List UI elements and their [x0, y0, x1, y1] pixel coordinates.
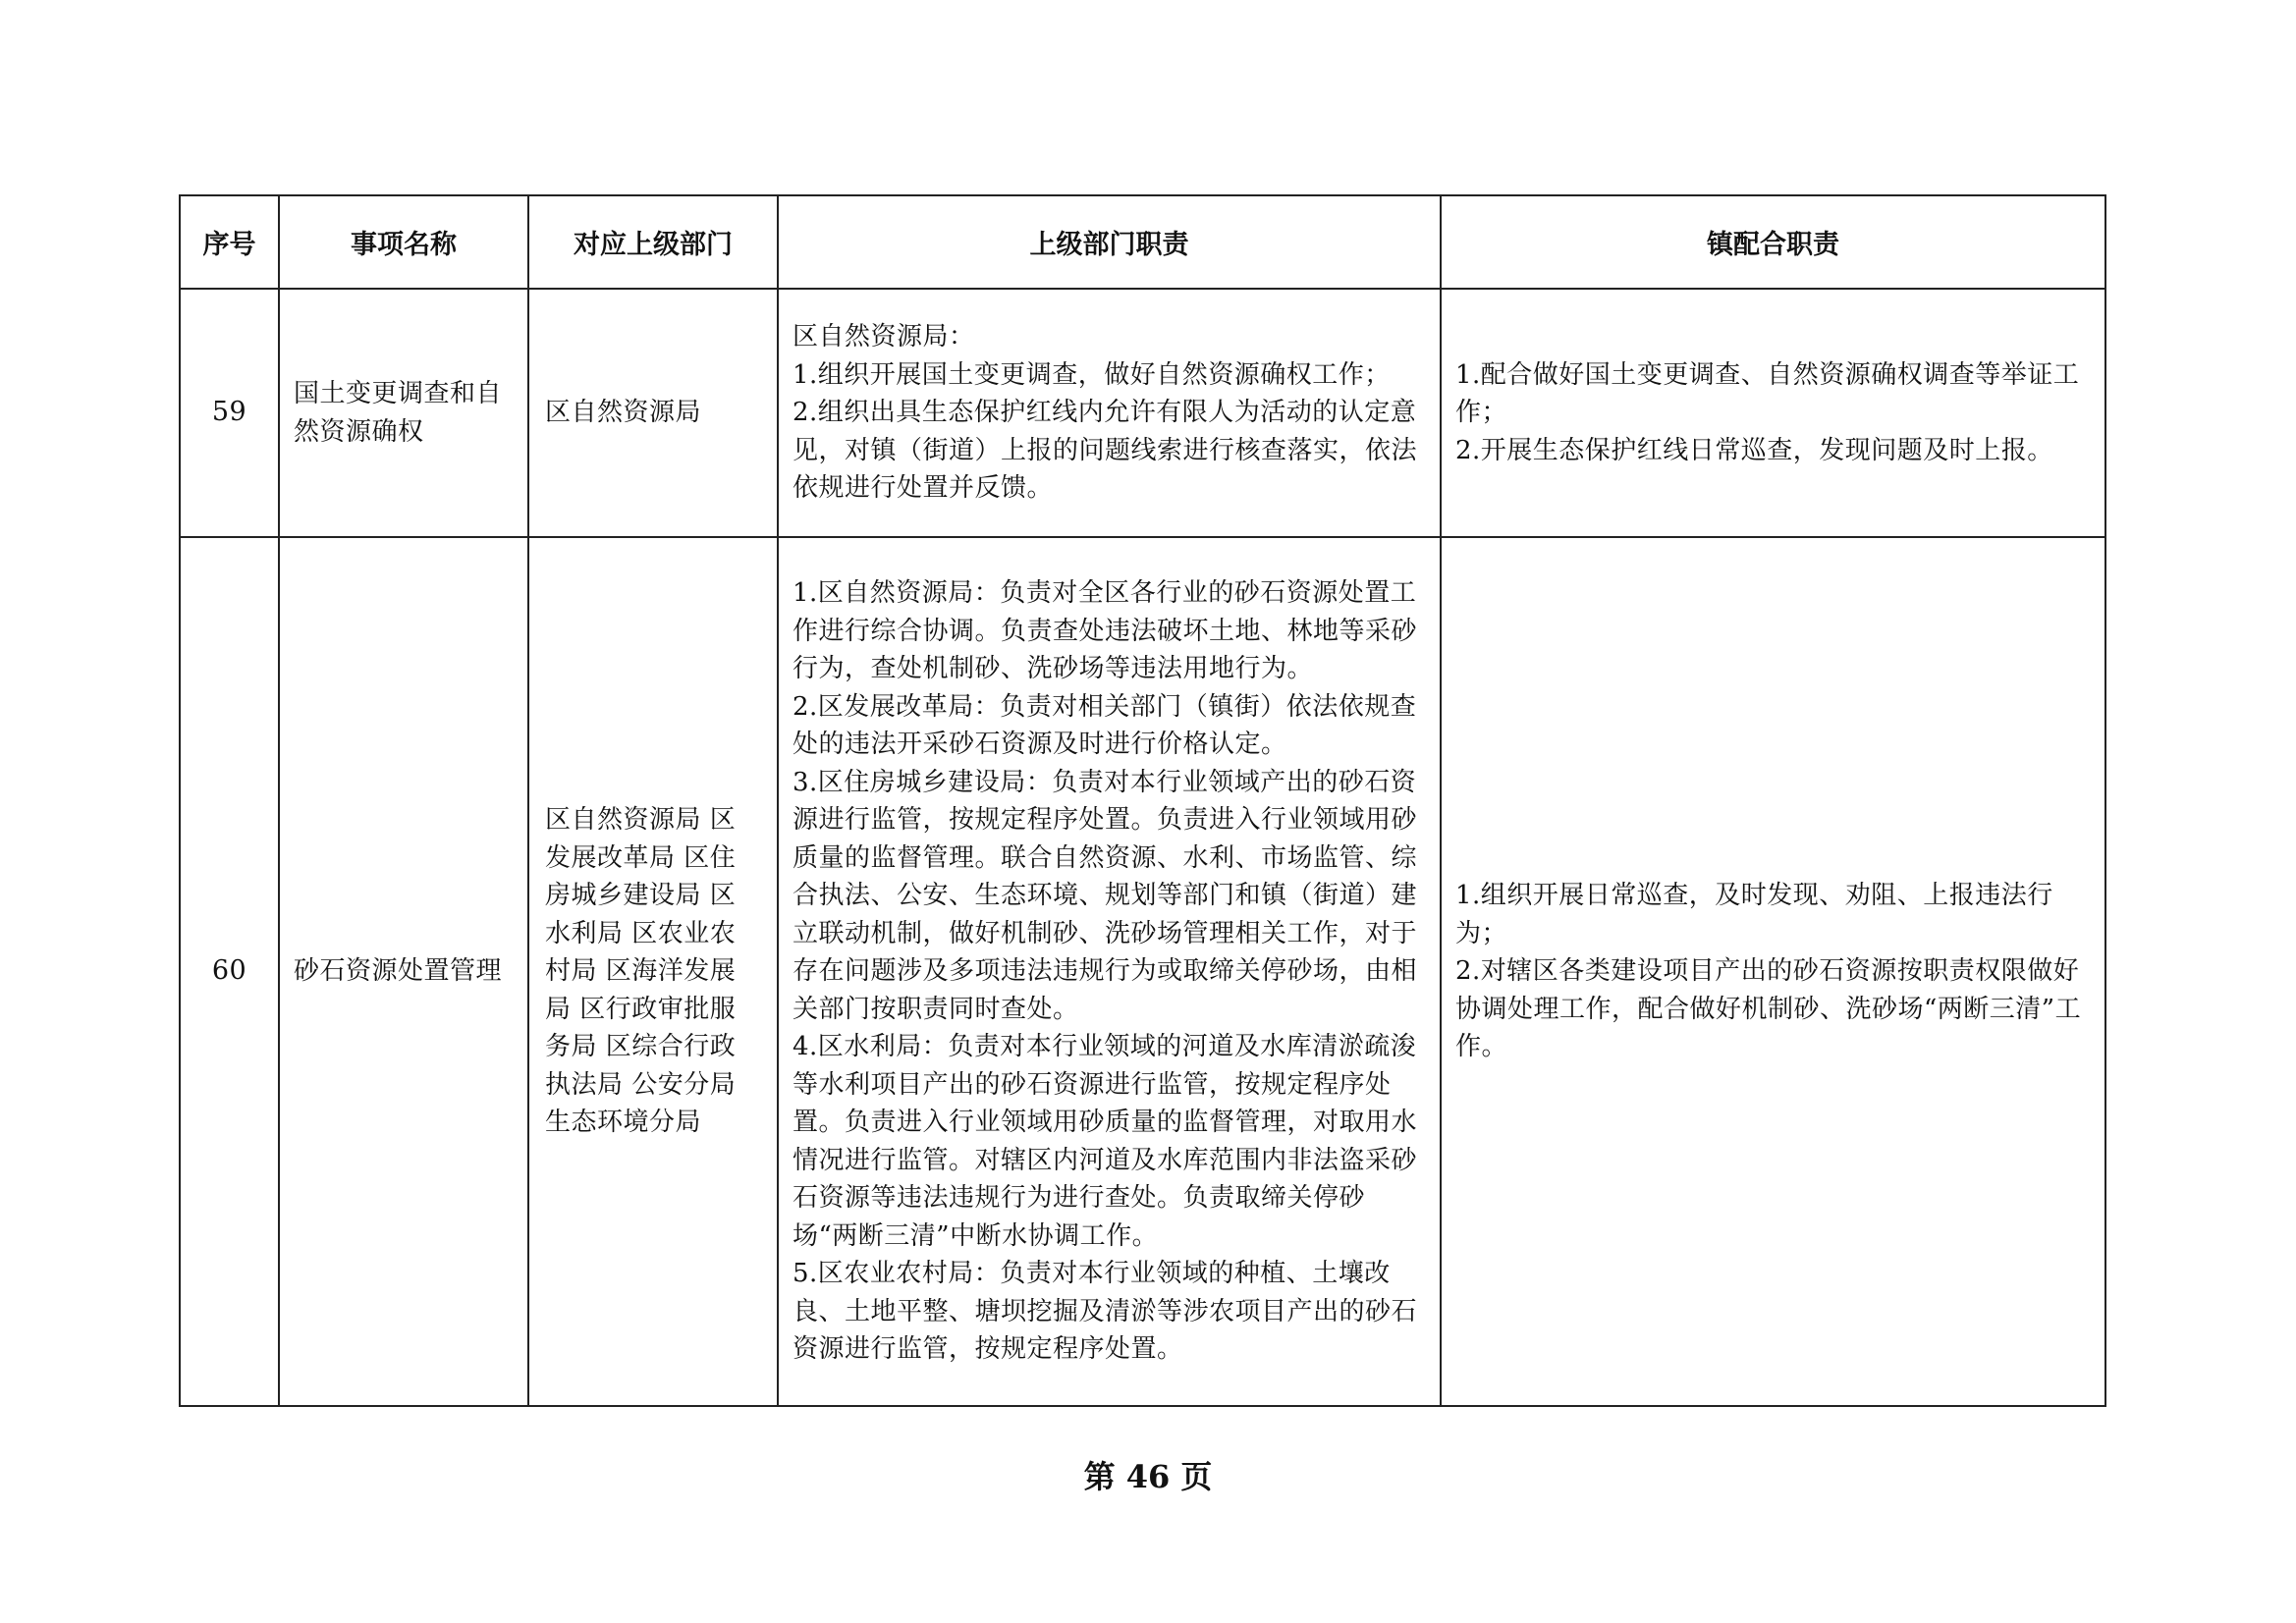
header-superior-department: 对应上级部门 [528, 195, 778, 289]
table-row [180, 289, 2105, 537]
responsibility-table [179, 194, 2106, 1407]
duty-line: 1.组织开展国土变更调查，做好自然资源确权工作； [793, 359, 1391, 390]
table-row [180, 537, 2105, 1406]
duty-line: 4.区水利局：负责对本行业领域的河道及水库清淤疏浚等水利项目产出的砂石资源进行监管，按规定程序处置。负责进入行业领域用砂质量的监督管理，对取用水情况进行监管。对辖区内河道及水库范围内非法盗采砂石资源等违法违规行为进行查处。负责取缔关停砂场“两断三清”中断水协调工作。 [793, 1032, 1418, 1251]
superior-department: 区自然资源局 [528, 289, 778, 537]
duty-line: 1.配合做好国土变更调查、自然资源确权调查等举证工作； [1455, 359, 2080, 428]
item-name: 砂石资源处置管理 [279, 537, 528, 1406]
header-item-name: 事项名称 [279, 195, 528, 289]
superior-duties [778, 537, 1441, 1406]
superior-department: 区自然资源局 区发展改革局 区住房城乡建设局 区水利局 区农业农村局 区海洋发展局 区行政审批服务局 区综合行政执法局 公安分局 生态环境分局 [528, 537, 778, 1406]
item-name: 国土变更调查和自然资源确权 [279, 289, 528, 537]
header-town-duties: 镇配合职责 [1441, 195, 2105, 289]
superior-duties [778, 289, 1441, 537]
duty-line: 区自然资源局： [793, 322, 975, 352]
duty-line: 2.开展生态保护红线日常巡查，发现问题及时上报。 [1455, 435, 2053, 465]
duty-line: 2.组织出具生态保护红线内允许有限人为活动的认定意见，对镇（街道）上报的问题线索进行核查落实，依法依规进行处置并反馈。 [793, 398, 1418, 504]
town-duties [1441, 289, 2105, 537]
table-header-row [180, 195, 2105, 289]
duty-line: 1.区自然资源局：负责对全区各行业的砂石资源处置工作进行综合协调。负责查处违法破坏土地、林地等采砂行为，查处机制砂、洗砂场等违法用地行为。 [793, 578, 1418, 684]
row-number: 59 [180, 289, 279, 537]
header-superior-duties: 上级部门职责 [778, 195, 1441, 289]
town-duties [1441, 537, 2105, 1406]
duty-line: 1.组织开展日常巡查，及时发现、劝阻、上报违法行为； [1455, 881, 2053, 948]
row-number: 60 [180, 537, 279, 1406]
header-number: 序号 [180, 195, 279, 289]
page-number: 第 46 页 [1083, 1458, 1213, 1495]
duty-line: 2.区发展改革局：负责对相关部门（镇街）依法依规查处的违法开采砂石资源及时进行价格认定。 [793, 691, 1417, 760]
duty-line: 5.区农业农村局：负责对本行业领域的种植、土壤改良、土地平整、塘坝挖掘及清淤等涉农项目产出的砂石资源进行监管，按规定程序处置。 [793, 1259, 1418, 1365]
duty-line: 2.对辖区各类建设项目产出的砂石资源按职责权限做好协调处理工作，配合做好机制砂、洗砂场“两断三清”工作。 [1455, 956, 2082, 1062]
duty-line: 3.区住房城乡建设局：负责对本行业领域产出的砂石资源进行监管，按规定程序处置。负责进入行业领域用砂质量的监督管理。联合自然资源、水利、市场监管、综合执法、公安、生态环境、规划等部门和镇（街道）建立联动机制，做好机制砂、洗砂场管理相关工作，对于存在问题涉及多项违法违规行为或取缔关停砂场，由相关部门按职责同时查处。 [793, 767, 1418, 1024]
